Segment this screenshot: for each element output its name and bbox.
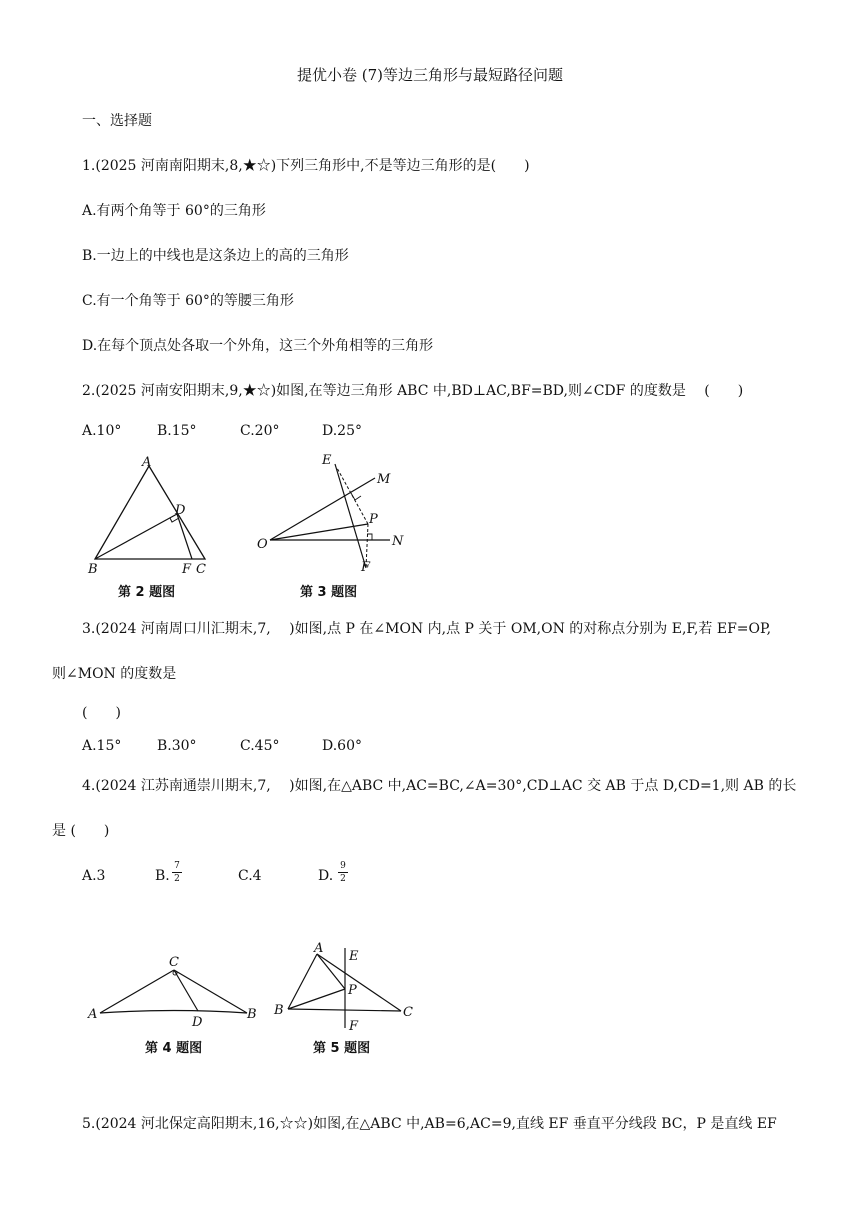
q1-option-b: B.一边上的中线也是这条边上的高的三角形	[82, 248, 349, 264]
fig5-label-p: P	[348, 983, 357, 998]
q4-option-c: C.4	[238, 868, 262, 884]
section-heading: 一、选择题	[82, 113, 152, 129]
q4-b-numerator: 7	[174, 861, 180, 871]
q4-stem-continued: 是 ( )	[52, 823, 110, 839]
figure-4-caption: 第 4 题图	[145, 1041, 203, 1056]
figure-4	[85, 950, 265, 1030]
q3-stem: 3.(2024 河南周口川汇期末,7, )如图,点 P 在∠MON 内,点 P 关于 OM,ON 的对称点分别为 E,F,若 EF=OP,	[82, 621, 772, 637]
q1-option-a: A.有两个角等于 60°的三角形	[82, 203, 266, 219]
q1-option-c: C.有一个角等于 60°的等腰三角形	[82, 293, 294, 309]
q4-option-d: D.	[318, 868, 334, 884]
fig2-triangle	[95, 466, 205, 559]
figure-3	[255, 450, 415, 575]
q3-answer-paren: ( )	[82, 705, 121, 721]
figure-3-caption: 第 3 题图	[300, 585, 358, 600]
q4-option-b-fraction	[172, 861, 182, 884]
fig4-label-b: B	[247, 1007, 257, 1022]
fig3-label-o: O	[257, 537, 268, 552]
q2-option-c: C.20°	[240, 423, 280, 439]
q4-option-d-fraction	[338, 861, 348, 884]
fig5-label-f: F	[349, 1019, 359, 1034]
fig3-label-n: N	[392, 534, 404, 549]
fig5-label-a: A	[314, 941, 324, 956]
fig3-label-e: E	[322, 453, 332, 468]
fig5-label-e: E	[349, 949, 359, 964]
fig4-ab-line	[100, 1011, 247, 1014]
fig3-ef-line	[335, 464, 366, 568]
q2-stem: 2.(2025 河南安阳期末,9,★☆)如图,在等边三角形 ABC 中,BD⊥AC,BF=BD,则∠CDF 的度数是 ( )	[82, 383, 744, 399]
figure-2-caption: 第 2 题图	[118, 585, 176, 600]
fig5-label-b: B	[274, 1003, 284, 1018]
q4-stem: 4.(2024 江苏南通崇川期末,7, )如图,在△ABC 中,AC=BC,∠A=30°,CD⊥AC 交 AB 于点 D,CD=1,则 AB 的长	[82, 778, 797, 794]
fig2-label-b: B	[88, 562, 98, 577]
q2-option-b: B.15°	[157, 423, 197, 439]
q1-stem: 1.(2025 河南南阳期末,8,★☆)下列三角形中,不是等边三角形的是( )	[82, 158, 530, 174]
fig4-cd-line	[174, 970, 198, 1011]
fig4-label-d: D	[192, 1015, 203, 1030]
fig2-label-a: A	[142, 455, 152, 470]
fig4-label-c: C	[169, 955, 179, 970]
q3-option-b: B.30°	[157, 738, 197, 754]
fig3-label-p: P	[369, 512, 378, 527]
fig2-label-d: D	[175, 503, 186, 518]
fig2-label-c: C	[196, 562, 206, 577]
q4-d-denominator: 2	[340, 874, 346, 884]
fig4-cb-line	[174, 970, 247, 1013]
fig3-label-m: M	[377, 472, 391, 487]
fig3-label-f: F	[361, 560, 371, 575]
fig3-right-angle-m	[351, 493, 361, 500]
fig5-ap-line	[317, 954, 345, 989]
figure-5-caption: 第 5 题图	[313, 1041, 371, 1056]
q4-d-numerator: 9	[340, 861, 346, 871]
fig5-ac-line	[317, 954, 401, 1011]
q4-option-a: A.3	[82, 868, 106, 884]
fig2-bd-line	[95, 514, 177, 559]
fig4-ac-line	[100, 970, 174, 1013]
q4-option-b: B.	[155, 868, 170, 884]
q2-option-d: D.25°	[322, 423, 362, 439]
q3-option-d: D.60°	[322, 738, 362, 754]
q3-option-a: A.15°	[82, 738, 122, 754]
fig2-label-f: F	[182, 562, 192, 577]
figure-5	[270, 938, 420, 1033]
fig2-df-line	[177, 514, 192, 559]
q4-b-denominator: 2	[174, 874, 180, 884]
q2-option-a: A.10°	[82, 423, 122, 439]
page-title: 提优小卷 (7)等边三角形与最短路径问题	[297, 66, 564, 84]
fig5-label-c: C	[403, 1005, 413, 1020]
fig2-right-angle-mark	[170, 518, 179, 522]
q5-stem: 5.(2024 河北保定高阳期末,16,☆☆)如图,在△ABC 中,AB=6,AC=9,直线 EF 垂直平分线段 BC，P 是直线 EF	[82, 1116, 777, 1132]
q1-option-d: D.在每个顶点处各取一个外角，这三个外角相等的三角形	[82, 338, 434, 354]
figure-2	[80, 450, 230, 575]
q3-option-c: C.45°	[240, 738, 280, 754]
q3-stem-continued: 则∠MON 的度数是	[52, 666, 177, 682]
fig4-label-a: A	[88, 1007, 98, 1022]
